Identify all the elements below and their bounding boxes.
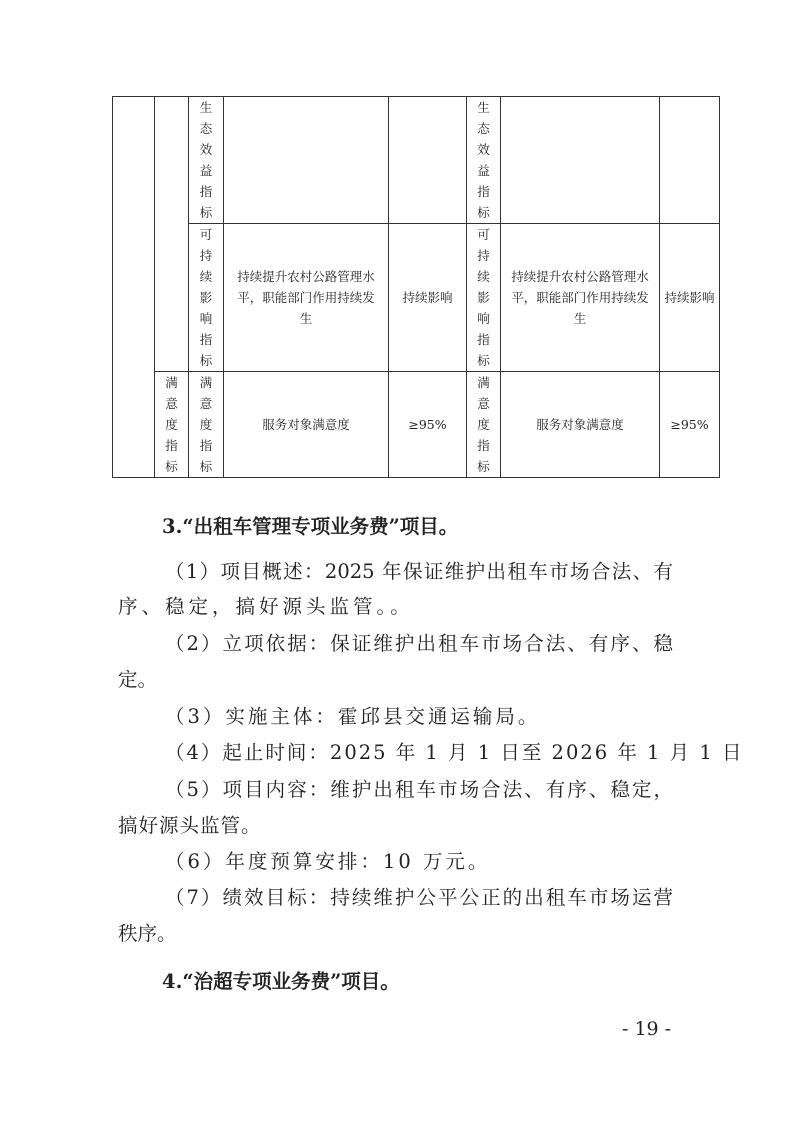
table-cell: [467, 372, 501, 478]
indicator-content: 持续提升农村公路管理水平，职能部门作用持续发生: [237, 269, 375, 326]
table-row: [113, 224, 720, 372]
section-heading-4: 4.“治超专项业务费”项目。: [162, 970, 400, 993]
table-cell: [189, 372, 224, 478]
paragraph-budget: （6）年度预算安排：10 万元。: [165, 850, 491, 873]
table-cell: [224, 224, 389, 372]
table-cell: [389, 224, 467, 372]
performance-table: [112, 96, 720, 478]
table-cell: [389, 372, 467, 478]
paragraph-content: （5）项目内容：维护出租车市场合法、有序、稳定，: [165, 778, 673, 801]
paragraph-goal: （7）绩效目标：持续维护公平公正的出租车市场运营: [165, 886, 673, 909]
table-cell: [224, 372, 389, 478]
indicator-label: 满意度指标: [199, 375, 213, 474]
table-cell: [113, 97, 155, 478]
table-cell: [155, 97, 189, 372]
indicator-content: 服务对象满意度: [536, 417, 624, 432]
table-cell: [189, 224, 224, 372]
paragraph-overview-cont: 序、稳定，搞好源头监管。。: [118, 595, 414, 618]
paragraph-goal-cont: 秩序。: [118, 922, 177, 945]
indicator-label: 可持续影响指标: [199, 227, 213, 368]
paragraph-basis-cont: 定。: [118, 668, 158, 691]
table-cell: [155, 372, 189, 478]
table-cell: [189, 97, 224, 224]
paragraph-overview: （1）项目概述：2025 年保证维护出租车市场合法、有: [165, 560, 673, 583]
table-row: [113, 372, 720, 478]
table-cell: [501, 224, 660, 372]
indicator-content: 服务对象满意度: [262, 417, 350, 432]
page-number: - 19 -: [622, 1018, 672, 1040]
table-cell: [224, 97, 389, 224]
table-cell: [660, 372, 720, 478]
table-cell: [501, 372, 660, 478]
indicator-content: 持续提升农村公路管理水平，职能部门作用持续发生: [511, 269, 649, 326]
indicator-value: ≥95%: [408, 417, 447, 432]
table-cell: [389, 97, 467, 224]
indicator-value: ≥95%: [670, 417, 709, 432]
paragraph-basis: （2）立项依据：保证维护出租车市场合法、有序、稳: [165, 632, 673, 655]
indicator-value: 持续影响: [402, 290, 453, 305]
table-cell: [660, 97, 720, 224]
table-cell: [467, 224, 501, 372]
section-heading-3: 3.“出租车管理专项业务费”项目。: [162, 515, 459, 538]
table-cell: [467, 97, 501, 224]
paragraph-content-cont: 搞好源头监管。: [118, 814, 262, 837]
indicator-label: 可持续影响指标: [477, 227, 490, 368]
category-label: 满意度指标: [165, 375, 178, 474]
indicator-label: 生态效益指标: [199, 100, 213, 220]
indicator-label: 满意度指标: [477, 375, 490, 474]
paragraph-implementer: （3）实施主体：霍邱县交通运输局。: [165, 705, 541, 728]
indicator-value: 持续影响: [664, 290, 715, 305]
table-row: [113, 97, 720, 224]
table-cell: [660, 224, 720, 372]
table-cell: [501, 97, 660, 224]
indicator-label: 生态效益指标: [477, 100, 490, 220]
paragraph-period: （4）起止时间：2025 年 1 月 1 日至 2026 年 1 月 1 日: [165, 741, 744, 764]
